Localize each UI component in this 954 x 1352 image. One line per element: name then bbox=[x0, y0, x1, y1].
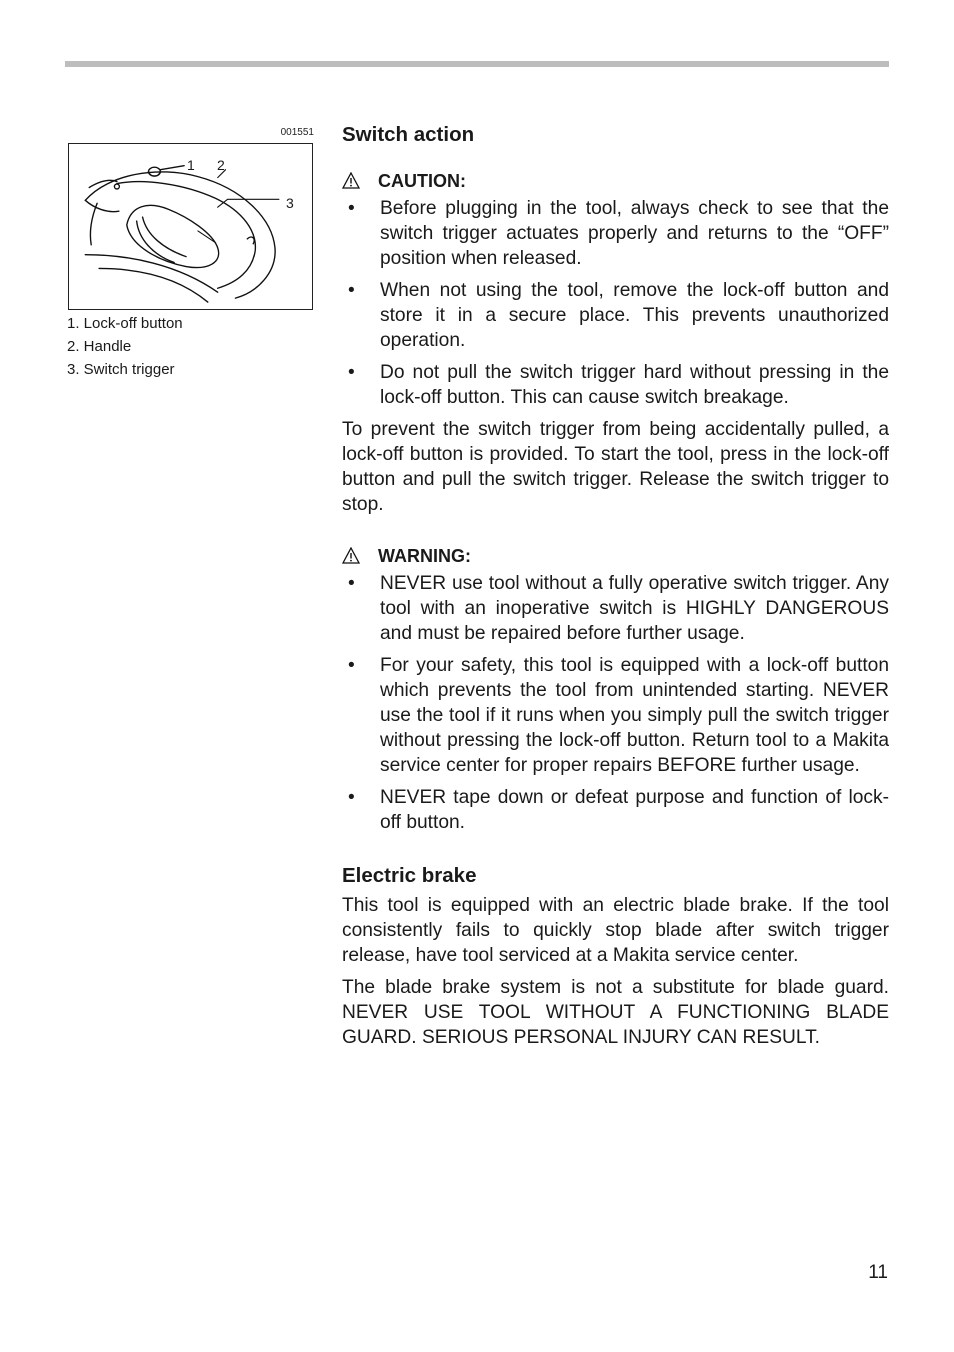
bullet: • bbox=[348, 787, 355, 808]
warning-label: WARNING: bbox=[378, 546, 471, 566]
warning-heading bbox=[342, 543, 889, 569]
section-heading-electric-brake: Electric brake bbox=[342, 864, 477, 887]
top-rule bbox=[65, 61, 889, 67]
caution-heading bbox=[342, 168, 889, 194]
list-item bbox=[342, 653, 889, 778]
switch-action-body: To prevent the switch trigger from being accidentally pulled, a lock-off button is provided. To start the tool, press in the lock-off button and pull the switch trigger. Release the switch trigger to stop. bbox=[342, 419, 889, 515]
legend-item: 2. Handle bbox=[67, 338, 132, 355]
caution-label: CAUTION: bbox=[378, 171, 466, 191]
page-number: 11 bbox=[868, 1262, 888, 1283]
caution-list bbox=[342, 196, 889, 410]
bullet: • bbox=[348, 573, 355, 594]
list-item bbox=[342, 785, 889, 835]
callout-2: 2 bbox=[217, 157, 225, 173]
list-item bbox=[342, 278, 889, 353]
warning-triangle-icon bbox=[342, 545, 378, 567]
bullet: • bbox=[348, 655, 355, 676]
callout-1: 1 bbox=[187, 157, 195, 173]
legend-item: 3. Switch trigger bbox=[67, 361, 175, 378]
list-item-text: For your safety, this tool is equipped with a lock-off button which prevents the tool from unintended starting. NEVER use the tool if it runs when you simply pull the switch trigger without pressing the lock-off button. Return tool to a Makita service center for proper repairs BEFORE further usage. bbox=[380, 655, 889, 776]
list-item bbox=[342, 196, 889, 271]
list-item-text: Before plugging in the tool, always check to see that the switch trigger actuates properly and returns to the “OFF” position when released. bbox=[380, 198, 889, 269]
figure-code: 001551 bbox=[280, 127, 314, 138]
list-item bbox=[342, 360, 889, 410]
list-item-text: When not using the tool, remove the lock-off button and store it in a secure place. This prevents unauthorized operation. bbox=[380, 280, 889, 351]
list-item-text: Do not pull the switch trigger hard without pressing in the lock-off button. This can cause switch breakage. bbox=[380, 362, 889, 408]
section-heading-switch-action: Switch action bbox=[342, 123, 475, 146]
electric-brake-paragraph: This tool is equipped with an electric blade brake. If the tool consistently fails to quickly stop blade after switch trigger release, have tool serviced at a Makita service center. bbox=[342, 895, 889, 966]
main-column bbox=[342, 120, 889, 1057]
bullet: • bbox=[348, 280, 355, 301]
figure-legend bbox=[67, 312, 307, 381]
warning-triangle-icon bbox=[342, 170, 378, 192]
bullet: • bbox=[348, 198, 355, 219]
switch-illustration bbox=[68, 143, 313, 310]
bullet: • bbox=[348, 362, 355, 383]
warning-list bbox=[342, 571, 889, 835]
legend-item: 1. Lock-off button bbox=[67, 315, 183, 332]
list-item-text: NEVER tape down or defeat purpose and function of lock-off button. bbox=[380, 787, 889, 833]
callout-3: 3 bbox=[286, 195, 294, 211]
list-item bbox=[342, 571, 889, 646]
electric-brake-paragraph: The blade brake system is not a substitute for blade guard. NEVER USE TOOL WITHOUT A FUNCTIONING BLADE GUARD. SERIOUS PERSONAL INJURY CAN RESULT. bbox=[342, 977, 889, 1048]
list-item-text: NEVER use tool without a fully operative switch trigger. Any tool with an inoperative switch is HIGHLY DANGEROUS and must be repaired before further usage. bbox=[380, 573, 889, 644]
